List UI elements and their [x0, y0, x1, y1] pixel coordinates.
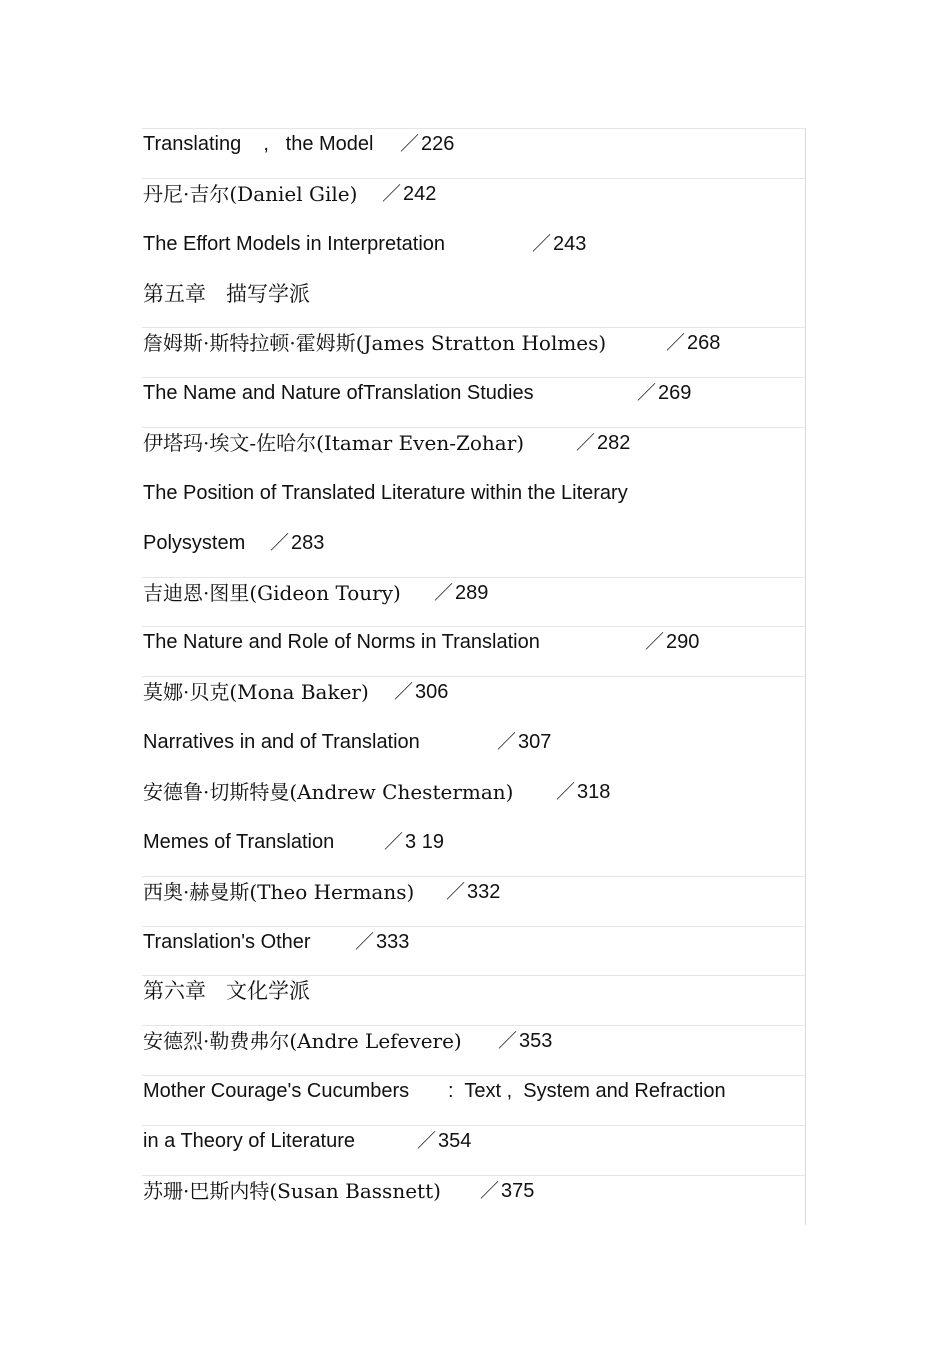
chapter-title: 第六章 文化学派: [143, 979, 311, 1004]
chapter-heading: [142, 975, 806, 1025]
page-number: ／ 268: [666, 330, 720, 357]
page-number: ／ 332: [446, 879, 500, 906]
author-heading: 苏珊·巴斯内特(Susan Bassnett): [143, 1178, 441, 1203]
entry-title: Translating , the Model: [143, 133, 374, 155]
page-number: ／ 318: [556, 779, 610, 806]
author-heading: 西奥·赫曼斯(Theo Hermans): [143, 879, 415, 904]
page-number: ／ 226: [400, 131, 454, 158]
author-heading: 莫娜·贝克(Mona Baker): [143, 680, 369, 705]
toc-entry: [142, 726, 806, 776]
page-number: ／ 289: [434, 580, 488, 607]
page-number: ／ 307: [497, 729, 551, 756]
entry-title: Polysystem: [143, 531, 246, 554]
toc-entry: [142, 228, 806, 278]
toc-entry: [142, 577, 806, 627]
toc-entry: [142, 527, 806, 577]
page-number: ／ 333: [355, 929, 409, 956]
page-number: ／ 242: [382, 181, 436, 208]
entry-title: in a Theory of Literature: [143, 1129, 355, 1152]
author-heading: 丹尼·吉尔(Daniel Gile): [143, 181, 358, 206]
table-of-contents: [142, 128, 806, 1225]
entry-title: The Effort Models in Interpretation: [143, 232, 446, 255]
page-number: ／ 354: [417, 1128, 471, 1155]
toc-entry: [142, 1075, 806, 1125]
toc-entry: [142, 377, 806, 427]
toc-entry: [142, 1125, 806, 1175]
page-number: ／ 269: [637, 380, 691, 407]
author-heading: 伊塔玛·埃文-佐哈尔(Itamar Even-Zohar): [143, 431, 525, 456]
toc-entry: [142, 477, 806, 527]
toc-entry: [142, 676, 806, 726]
page-number: ／ 3 19: [384, 829, 444, 856]
page-number: ／ 353: [498, 1028, 552, 1055]
entry-title: The Nature and Role of Norms in Translation: [143, 631, 540, 654]
entry-title: The Name and Nature ofTranslation Studies: [143, 382, 534, 405]
author-heading: 吉迪恩·图里(Gideon Toury): [143, 580, 401, 605]
toc-entry: [142, 926, 806, 976]
toc-entry: [142, 327, 806, 377]
toc-entry: [142, 178, 806, 228]
toc-entry: [142, 1175, 806, 1225]
page-number: ／ 282: [576, 430, 630, 457]
author-heading: 安德鲁·切斯特曼(Andrew Chesterman): [143, 779, 514, 804]
toc-entry: [142, 776, 806, 826]
chapter-heading: [142, 278, 806, 328]
entry-title: Translation's Other: [143, 930, 311, 953]
toc-entry: [142, 826, 806, 876]
entry-title: Memes of Translation: [143, 830, 335, 853]
entry-title: Narratives in and of Translation: [143, 731, 420, 754]
page-number: ／ 290: [645, 629, 699, 656]
toc-entry: [142, 1025, 806, 1075]
toc-entry: [142, 427, 806, 477]
entry-title: Mother Courage's Cucumbers : Text , System and Refraction: [143, 1080, 726, 1103]
page-number: ／ 375: [480, 1178, 534, 1205]
author-heading: 安德烈·勒费弗尔(Andre Lefevere): [143, 1029, 462, 1054]
author-heading: 詹姆斯·斯特拉顿·霍姆斯(James Stratton Holmes): [143, 331, 607, 356]
toc-entry: [142, 876, 806, 926]
entry-title: The Position of Translated Literature within the Literary: [143, 481, 628, 504]
toc-entry: [142, 626, 806, 676]
toc-entry: [142, 128, 806, 178]
page-number: ／ 243: [532, 231, 586, 258]
chapter-title: 第五章 描写学派: [143, 281, 311, 306]
page-number: ／ 306: [394, 679, 448, 706]
page-number: ／ 283: [270, 530, 324, 557]
